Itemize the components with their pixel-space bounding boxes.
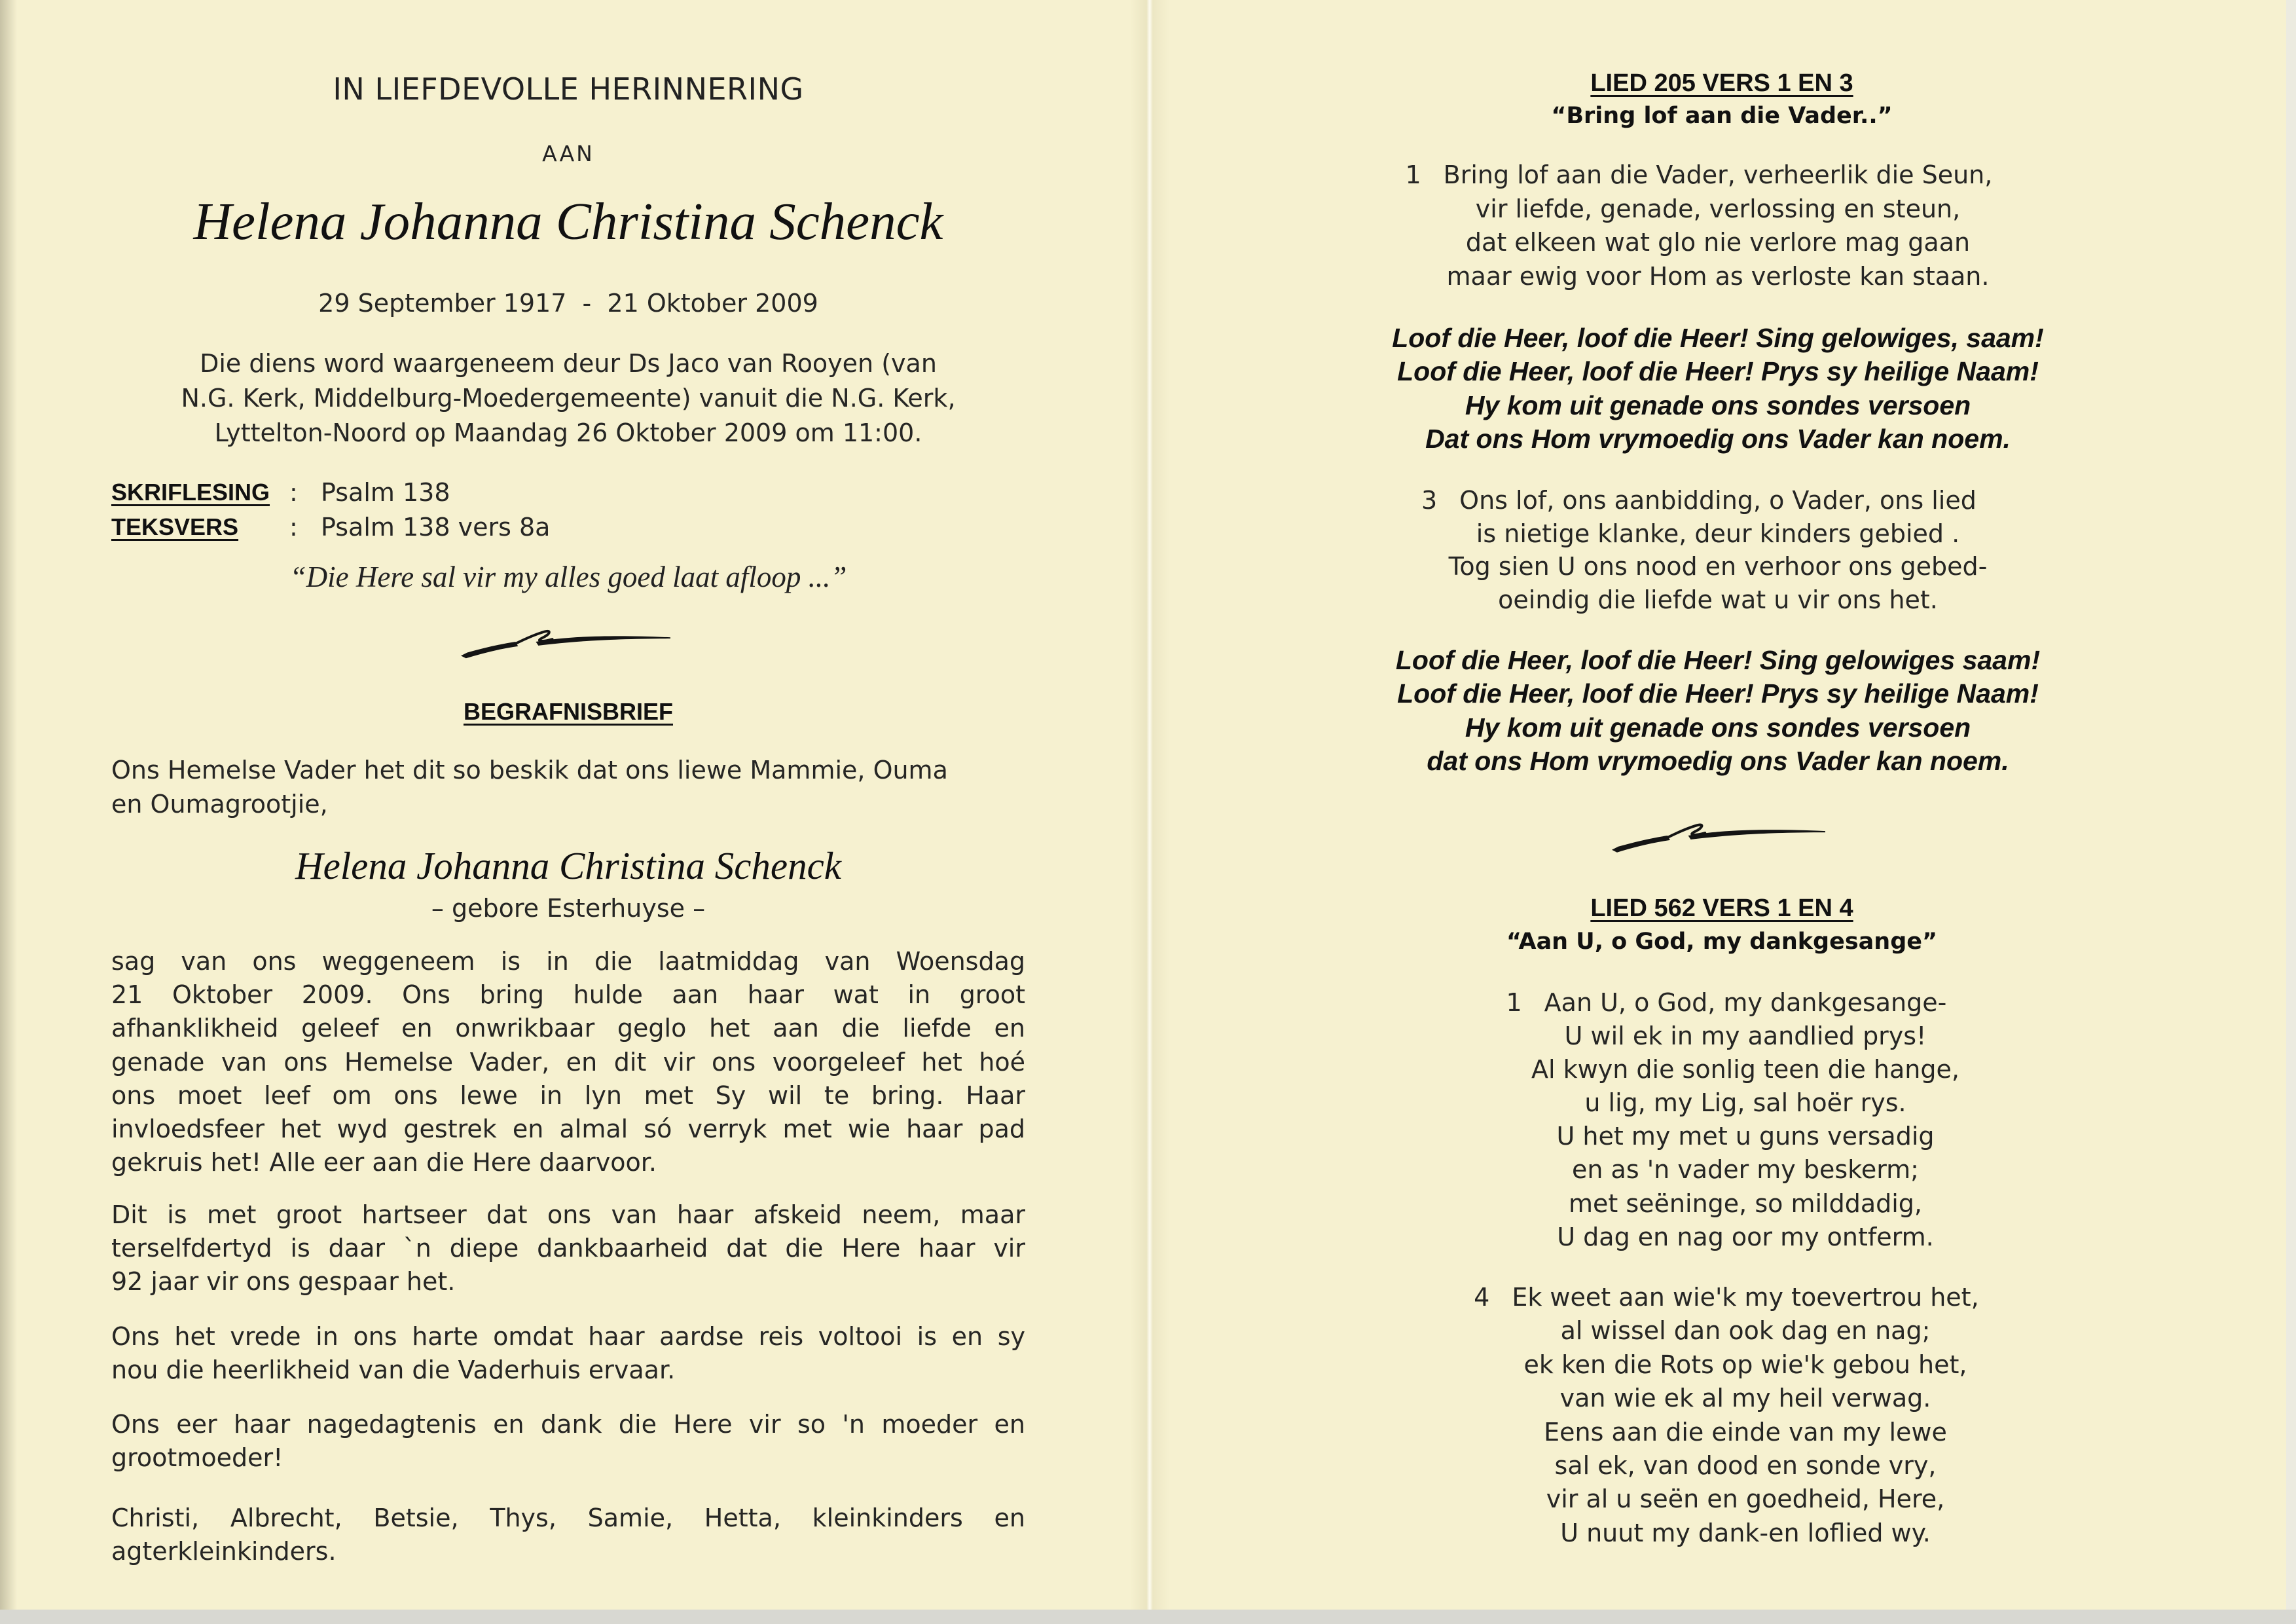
paragraph-line: Christi, Albrecht, Betsie, Thys, Samie, Hetta, kleinkinders en [111, 1504, 1025, 1532]
flourish-divider [461, 626, 670, 659]
verse-line: Ek weet aan wie'k my toevertrou het, [1512, 1283, 1979, 1312]
letter-paragraph [111, 1198, 1025, 1299]
verse-line: sal ek, van dood en sonde vry, [1554, 1451, 1937, 1481]
verse-line: van wie ek al my heil verwag. [1559, 1384, 1931, 1413]
right-page [1150, 0, 2296, 1624]
chorus-line: Hy kom uit genade ons sondes versoen [1465, 712, 1971, 743]
reading-separator: : [289, 478, 298, 507]
paragraph-line: grootmoeder! [111, 1443, 283, 1473]
deceased-name-repeat: Helena Johanna Christina Schenck [295, 844, 841, 887]
verse-number: 1 [1405, 160, 1421, 189]
paragraph-line: terselfdertyd is daar `n diepe dankbaarheid dat die Here haar vir [111, 1234, 1025, 1263]
memorial-heading: IN LIEFDEVOLLE HERINNERING [333, 71, 804, 107]
letter-title: BEGRAFNISBRIEF [463, 698, 673, 725]
deceased-name: Helena Johanna Christina Schenck [193, 192, 943, 251]
verse-line: al wissel dan ook dag en nag; [1560, 1316, 1931, 1346]
scripture-quote: “Die Here sal vir my alles goed laat afloop ...” [289, 561, 847, 593]
hymn-title: LIED 562 VERS 1 EN 4 [1590, 895, 1853, 922]
letter-paragraph [111, 1408, 1025, 1475]
verse-first-line [1194, 484, 2242, 517]
verse-line: met seëninge, so milddadig, [1569, 1189, 1922, 1218]
life-dates: 29 September 1917 - 21 Oktober 2009 [318, 289, 818, 318]
hymn-subtitle: “Bring lof aan die Vader..” [1551, 103, 1893, 129]
chorus-line: Dat ons Hom vrymoedig ons Vader kan noem. [1425, 423, 2011, 454]
chorus-line: Loof die Heer, loof die Heer! Sing gelowiges saam! [1395, 645, 2041, 675]
verse-first-line [1222, 986, 2269, 1020]
letter-intro [111, 753, 1025, 821]
verse-first-line [1194, 158, 2242, 193]
paragraph-line: genade van ons Hemelse Vader, en dit vir ons voorgeleef het hoé [111, 1047, 1025, 1077]
verse-number: 4 [1474, 1283, 1490, 1312]
dedication-to: AAN [542, 141, 594, 166]
verse-line: is nietige klanke, deur kinders gebied . [1476, 519, 1960, 548]
hymn-chorus [1194, 644, 2242, 778]
chorus-line: Loof die Heer, loof die Heer! Sing gelowiges, saam! [1392, 323, 2044, 353]
paragraph-line: ons moet leef om ons lewe in lyn met Sy wil te bring. Haar [111, 1080, 1025, 1110]
verse-first-line [1222, 1281, 2269, 1314]
verse-line: Eens aan die einde van my lewe [1544, 1417, 1947, 1447]
reading-value: Psalm 138 [321, 478, 450, 507]
chorus-line: Loof die Heer, loof die Heer! Prys sy heilige Naam! [1397, 678, 2039, 709]
chorus-line: dat ons Hom vrymoedig ons Vader kan noem. [1427, 745, 2009, 776]
letter-paragraph [111, 945, 1025, 1179]
service-line: N.G. Kerk, Middelburg-Moedergemeente) vanuit die N.G. Kerk, [181, 384, 956, 413]
verse-line: Tog sien U ons nood en verhoor ons gebed- [1448, 552, 1988, 581]
paragraph-line: agterkleinkinders. [111, 1537, 337, 1566]
letter-paragraph [111, 1320, 1025, 1387]
hymn-verse [1194, 484, 2242, 617]
verse-line: U het my met u guns versadig [1556, 1122, 1935, 1151]
paragraph-line: Dit is met groot hartseer dat ons van haar afskeid neem, maar [111, 1200, 1025, 1229]
paragraph-line: Ons eer haar nagedagtenis en dank die Here vir so 'n moeder en [111, 1410, 1025, 1439]
hymn-title: LIED 205 VERS 1 EN 3 [1590, 69, 1853, 97]
verse-line: ek ken die Rots op wie'k gebou het, [1523, 1350, 1967, 1379]
intro-line: en Oumagrootjie, [111, 790, 328, 819]
chorus-line: Loof die Heer, loof die Heer! Prys sy heilige Naam! [1397, 356, 2039, 387]
verse-number: 1 [1506, 988, 1522, 1017]
service-line: Lyttelton-Noord op Maandag 26 Oktober 2009 om 11:00. [214, 418, 922, 447]
reading-label: TEKSVERS [111, 513, 239, 540]
verse-line: Ons lof, ons aanbidding, o Vader, ons lied [1459, 486, 1977, 515]
flourish-divider [1612, 820, 1825, 853]
chorus-line: Hy kom uit genade ons sondes versoen [1465, 390, 1971, 420]
intro-line: Ons Hemelse Vader het dit so beskik dat ons liewe Mammie, Ouma [111, 756, 948, 784]
reading-label: SKRIFLESING [111, 479, 270, 506]
paragraph-line: nou die heerlikheid van die Vaderhuis ervaar. [111, 1356, 676, 1385]
verse-line: en as 'n vader my beskerm; [1572, 1155, 1919, 1185]
verse-line: oeindig die liefde wat u vir ons het. [1498, 585, 1938, 615]
verse-line: vir liefde, genade, verlossing en steun, [1475, 194, 1961, 223]
reading-value: Psalm 138 vers 8a [321, 513, 551, 542]
birth-name: – gebore Esterhuyse – [431, 894, 706, 923]
verse-line: vir al u seën en goedheid, Here, [1546, 1485, 1945, 1514]
paragraph-line: sag van ons weggeneem is in die laatmiddag van Woensdag [111, 947, 1025, 976]
verse-line: U nuut my dank-en loflied wy. [1560, 1518, 1931, 1547]
hymn-verse [1194, 158, 2242, 294]
hymn-verse [1222, 1281, 2269, 1550]
verse-line: Al kwyn die sonlig teen die hange, [1531, 1055, 1959, 1084]
paragraph-line: 92 jaar vir ons gespaar het. [111, 1267, 456, 1297]
letter-signatories [111, 1502, 1025, 1568]
hymn-subtitle: “Aan U, o God, my dankgesange” [1506, 929, 1938, 955]
verse-line: U dag en nag oor my ontferm. [1557, 1222, 1934, 1251]
reading-row-scripture [111, 475, 766, 510]
verse-line: u lig, my Lig, sal hoër rys. [1584, 1088, 1906, 1118]
hymn-verse [1222, 986, 2269, 1254]
paragraph-line: 21 Oktober 2009. Ons bring hulde aan haar wat in groot [111, 980, 1025, 1010]
verse-number: 3 [1421, 486, 1438, 515]
reading-row-text-verse [111, 510, 766, 545]
verse-line: Bring lof aan die Vader, verheerlik die Seun, [1443, 160, 1993, 189]
verse-line: dat elkeen wat glo nie verlore mag gaan [1465, 228, 1971, 257]
verse-line: U wil ek in my aandlied prys! [1564, 1022, 1927, 1051]
service-details [111, 346, 1025, 451]
paragraph-line: gekruis het! Alle eer aan die Here daarvoor. [111, 1148, 657, 1177]
reading-separator: : [289, 513, 298, 542]
paragraph-line: invloedsfeer het wyd gestrek en almal só verryk met wie haar pad [111, 1115, 1025, 1144]
verse-line: maar ewig voor Hom as verloste kan staan. [1446, 262, 1990, 291]
hymn-chorus [1194, 322, 2242, 456]
paragraph-line: Ons het vrede in ons harte omdat haar aardse reis voltooi is en sy [111, 1322, 1025, 1351]
paragraph-line: afhanklikheid geleef en onwrikbaar geglo het aan die liefde en [111, 1014, 1025, 1043]
verse-line: Aan U, o God, my dankgesange- [1544, 988, 1947, 1017]
service-line: Die diens word waargeneem deur Ds Jaco van Rooyen (van [200, 349, 937, 378]
